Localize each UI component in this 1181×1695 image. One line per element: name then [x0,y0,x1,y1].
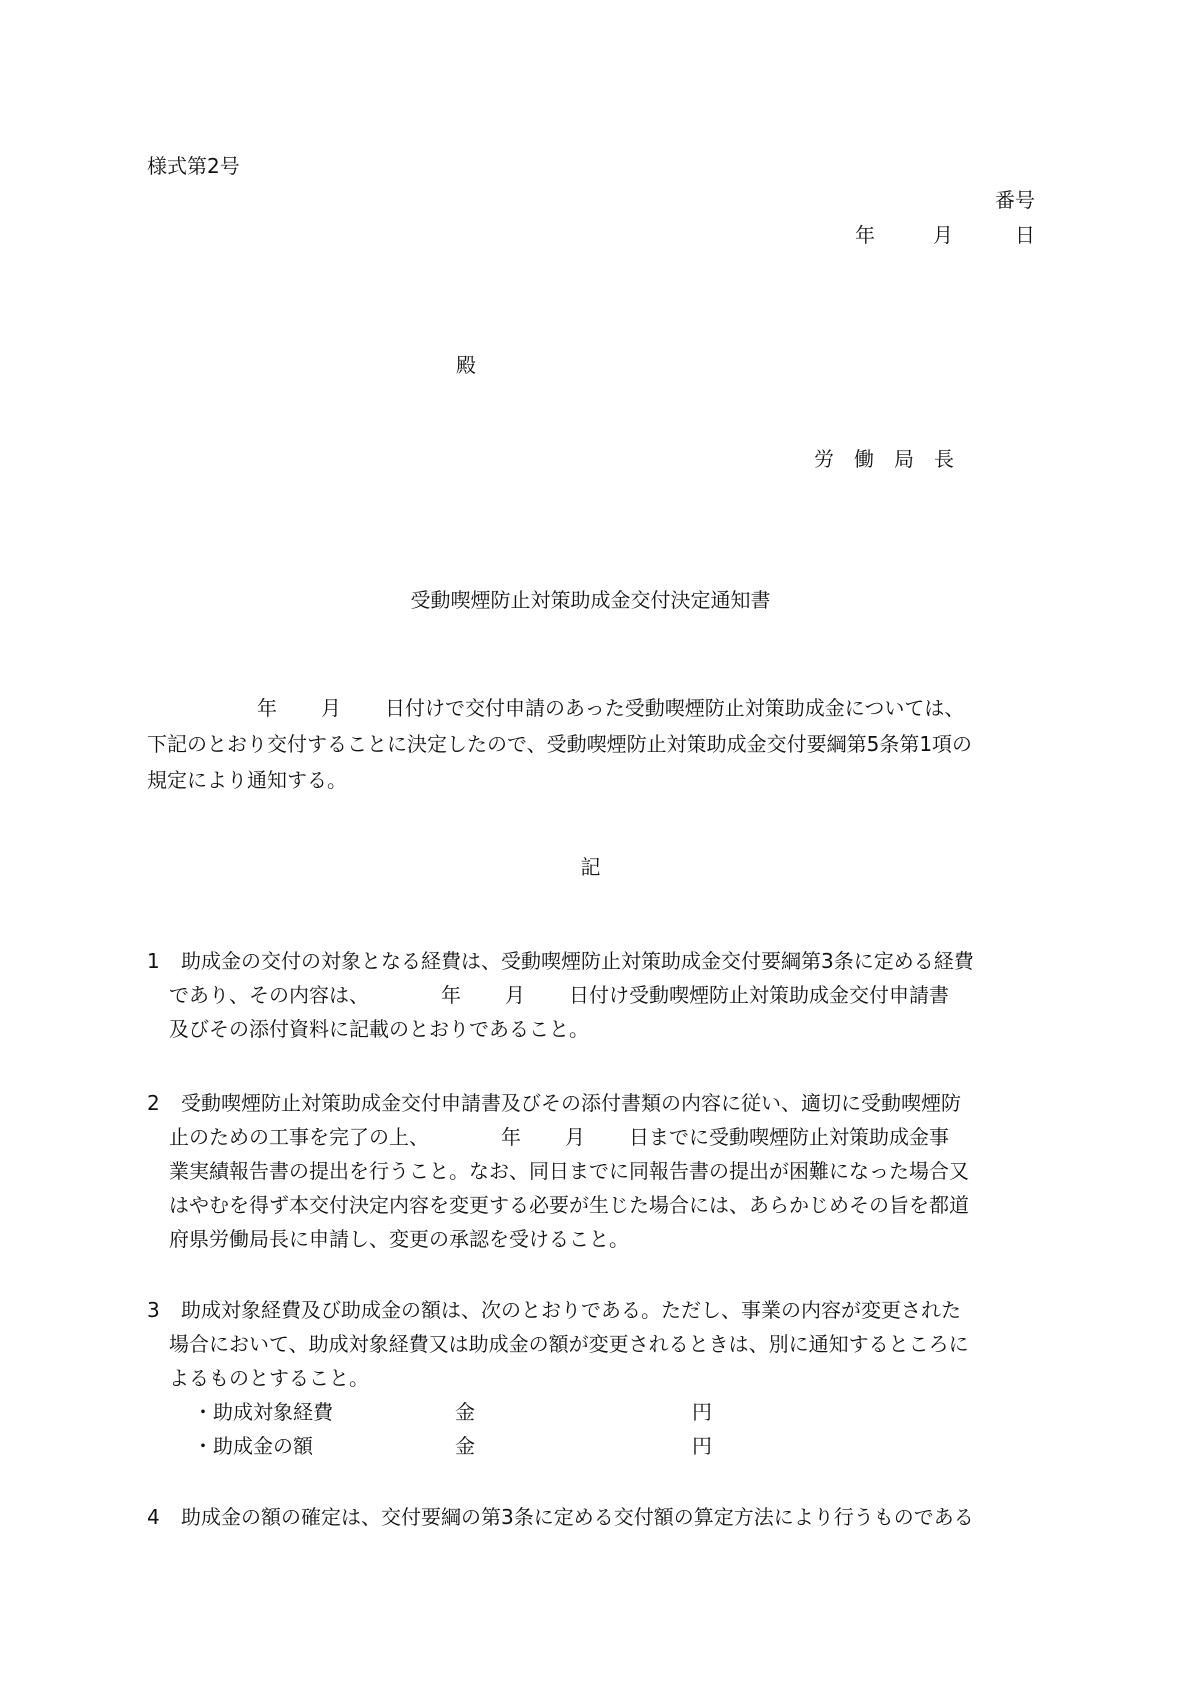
item-2-line-1: 受動喫煙防止対策助成金交付申請書及びその添付書類の内容に従い、適切に受動喫煙防 [181,1091,961,1115]
item-1-line-3: 及びその添付資料に記載のとおりであること。 [169,1017,589,1041]
item-2 [147,1086,1037,1256]
reference-number-label: 番号 [995,188,1035,212]
item-1-month-label: 月 [505,983,525,1007]
item-2-line-2a: 止のための工事を完了の上、 [169,1125,429,1149]
item-1-year-label: 年 [441,983,461,1007]
item-2-line-3: 業実績報告書の提出を行うこと。なお、同日までに同報告書の提出が困難になった場合又 [169,1159,969,1183]
item-number: 3 [147,1298,160,1322]
date-month-label: 月 [933,223,953,247]
body-line-2: 下記のとおり交付することに決定したので、受動喫煙防止対策助成金交付要綱第5条第1項の [147,732,973,756]
item-number: 2 [147,1091,160,1115]
cost-row-subsidy-amount [147,1429,1037,1463]
document-title: 受動喫煙防止対策助成金交付決定通知書 [410,588,771,612]
cost-row-subsidized-expenses [147,1395,1037,1429]
item-4 [147,1500,1037,1534]
item-2-year-label: 年 [501,1125,521,1149]
sender-title: 労働局長 [814,447,974,471]
item-1-line-2a: であり、その内容は、 [169,983,369,1007]
body-year-label: 年 [257,696,277,720]
item-1-line-2b: 日付け受動喫煙防止対策助成金交付申請書 [569,983,949,1007]
item-2-line-4: はやむを得ず本交付決定内容を変更する必要が生じた場合には、あらかじめその旨を都道 [169,1193,969,1217]
cost-kin-label: 金 [455,1434,475,1458]
notice-body [147,690,1037,798]
cost-kin-label: 金 [455,1400,475,1424]
ki-heading: 記 [580,855,601,879]
addressee-honorific: 殿 [456,353,476,377]
cost-label: ・助成金の額 [193,1434,313,1458]
body-month-label: 月 [321,696,341,720]
cost-yen-label: 円 [692,1400,712,1424]
item-2-line-2b: 日までに受動喫煙防止対策助成金事 [629,1125,949,1149]
item-4-line-1: 助成金の額の確定は、交付要綱の第3条に定める交付額の算定方法により行うものである [181,1505,974,1529]
item-3-line-3: よるものとすること。 [169,1366,369,1390]
cost-yen-label: 円 [692,1434,712,1458]
date-day-label: 日 [1015,223,1035,247]
item-3-line-2: 場合において、助成対象経費又は助成金の額が変更されるときは、別に通知するところに [169,1332,969,1356]
item-1 [147,944,1037,1046]
date-year-label: 年 [855,223,875,247]
item-3-line-1: 助成対象経費及び助成金の額は、次のとおりである。ただし、事業の内容が変更された [181,1298,961,1322]
issue-date [855,225,1035,247]
cost-label: ・助成対象経費 [193,1400,333,1424]
item-2-line-5: 府県労働局長に申請し、変更の承認を受けること。 [169,1227,629,1251]
body-line-1 [147,690,1037,726]
item-number: 1 [147,949,160,973]
body-line-3: 規定により通知する。 [147,768,347,792]
item-2-month-label: 月 [565,1125,585,1149]
body-line-1-text: 日付けで交付申請のあった受動喫煙防止対策助成金については、 [385,696,965,720]
item-3 [147,1293,1037,1463]
item-number: 4 [147,1505,160,1529]
item-1-line-1: 助成金の交付の対象となる経費は、受動喫煙防止対策助成金交付要綱第3条に定める経費 [181,949,974,973]
form-number: 様式第2号 [147,154,240,178]
